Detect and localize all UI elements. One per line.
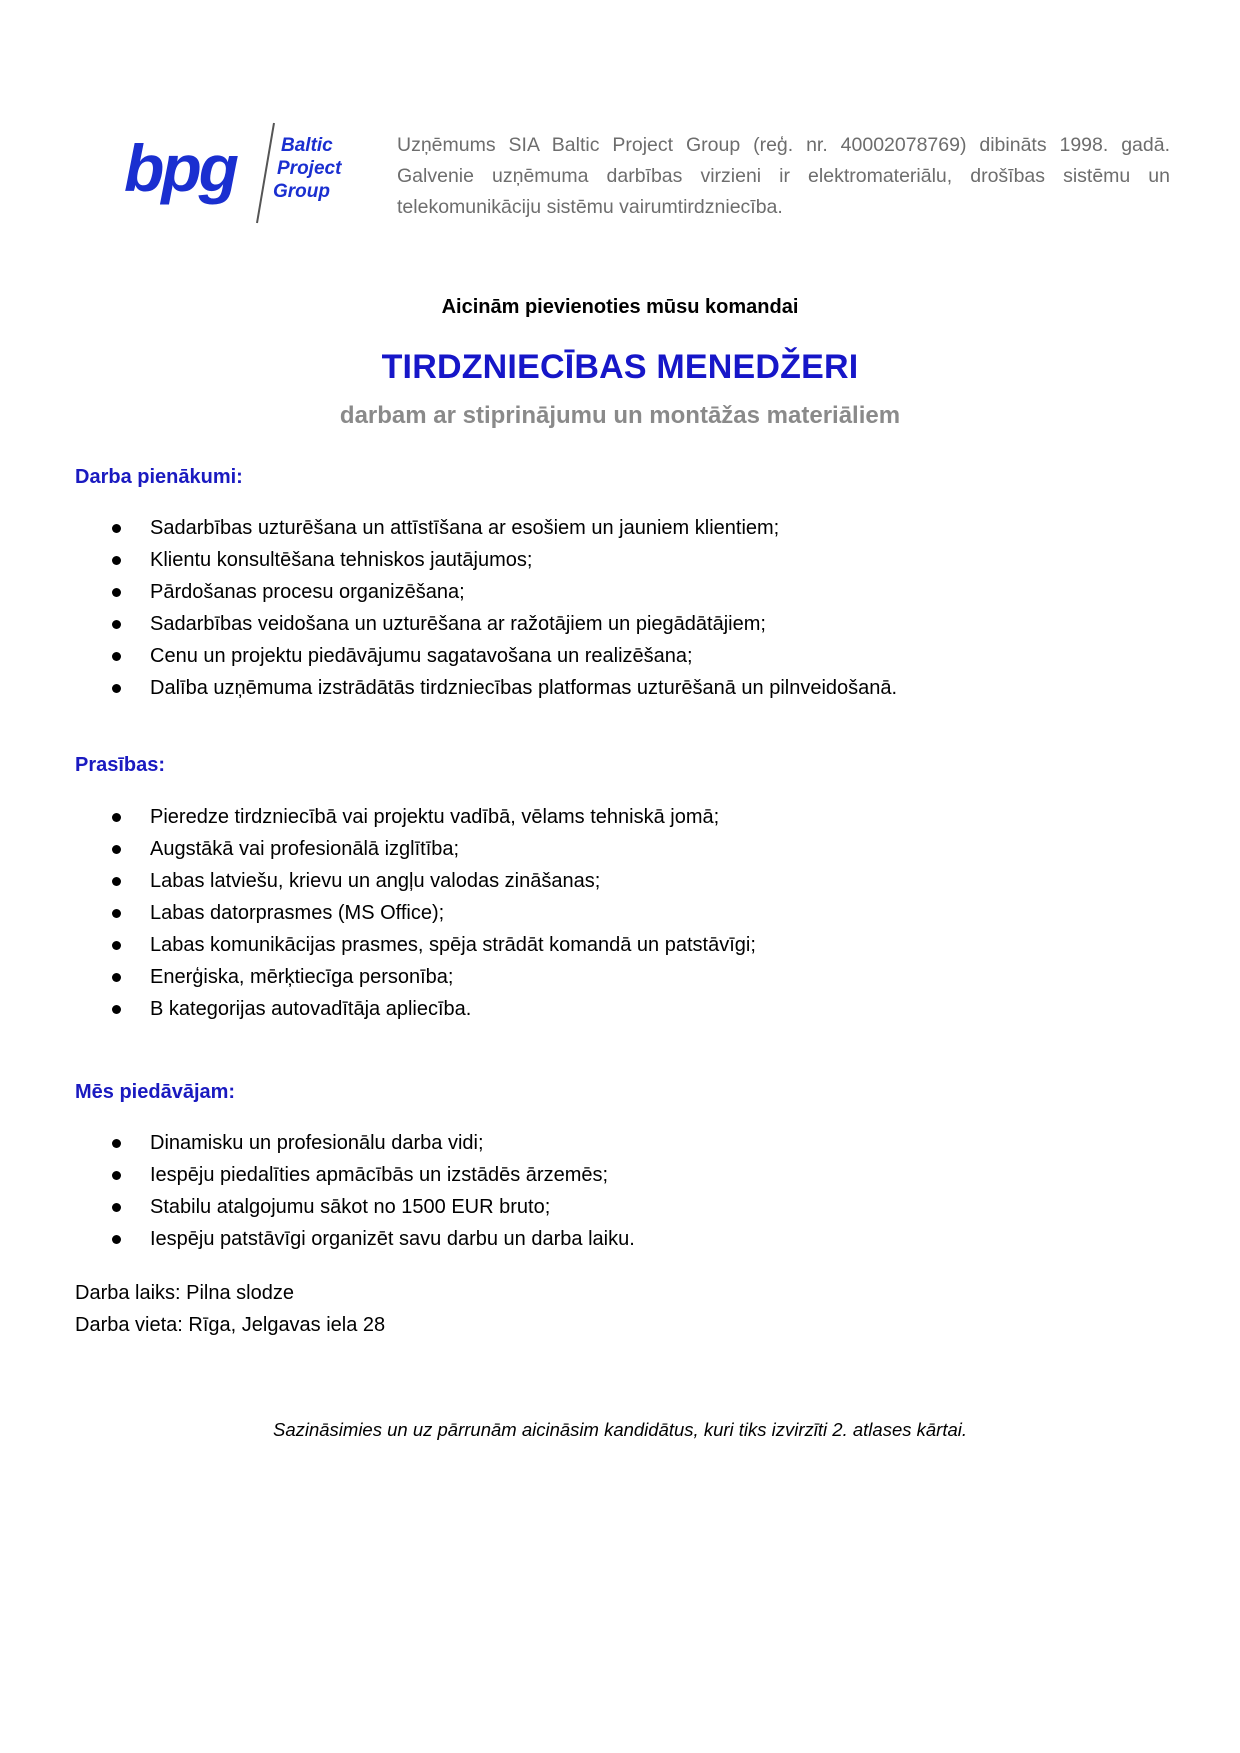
logo-word-baltic: Baltic xyxy=(281,135,333,156)
bullet-icon xyxy=(112,556,121,565)
work-place: Darba vieta: Rīga, Jelgavas iela 28 xyxy=(75,1314,386,1336)
list-item: Sadarbības uzturēšana un attīstīšana ar esošiem un jauniem klientiem; xyxy=(0,512,897,544)
bullet-icon xyxy=(112,1139,121,1148)
bullet-icon xyxy=(112,909,121,918)
requirements-heading: Prasības: xyxy=(75,754,166,776)
list-item: Klientu konsultēšana tehniskos jautājumos; xyxy=(0,544,897,576)
company-logo xyxy=(122,121,362,231)
list-item: Iespēju piedalīties apmācībās un izstādēs ārzemēs; xyxy=(0,1159,635,1191)
bullet-icon xyxy=(112,620,121,629)
duties-list xyxy=(0,512,897,704)
bullet-icon xyxy=(112,1171,121,1180)
bullet-icon xyxy=(112,941,121,950)
closing-note: Sazināsimies un uz pārrunām aicināsim kandidātus, kuri tiks izvirzīti 2. atlases kārtai. xyxy=(272,1419,968,1440)
bullet-icon xyxy=(112,1203,121,1212)
list-item: Labas datorprasmes (MS Office); xyxy=(0,897,756,929)
list-item: B kategorijas autovadītāja apliecība. xyxy=(0,993,756,1025)
work-time: Darba laiks: Pilna slodze xyxy=(75,1282,294,1304)
duties-heading: Darba pienākumi: xyxy=(75,466,243,488)
offer-heading: Mēs piedāvājam: xyxy=(75,1081,236,1103)
invite-heading: Aicinām pievienoties mūsu komandai xyxy=(441,296,799,318)
logo-divider xyxy=(257,123,274,223)
logo-mark: bpg xyxy=(124,131,236,205)
list-item: Labas komunikācijas prasmes, spēja strādāt komandā un patstāvīgi; xyxy=(0,929,756,961)
bullet-icon xyxy=(112,684,121,693)
bullet-icon xyxy=(112,845,121,854)
list-item: Dinamisku un profesionālu darba vidi; xyxy=(0,1127,635,1159)
list-item: Labas latviešu, krievu un angļu valodas zināšanas; xyxy=(0,865,756,897)
list-item: Augstākā vai profesionālā izglītība; xyxy=(0,833,756,865)
list-item: Dalība uzņēmuma izstrādātās tirdzniecības platformas uzturēšanā un pilnveidošanā. xyxy=(0,672,897,704)
bullet-icon xyxy=(112,973,121,982)
logo-word-group: Group xyxy=(273,181,330,202)
logo-word-project: Project xyxy=(277,158,342,179)
bullet-icon xyxy=(112,877,121,886)
bpg-logo-icon xyxy=(122,121,362,231)
list-item: Enerģiska, mērķtiecīga personība; xyxy=(0,961,756,993)
list-item: Stabilu atalgojumu sākot no 1500 EUR bruto; xyxy=(0,1191,635,1223)
list-item: Pārdošanas procesu organizēšana; xyxy=(0,576,897,608)
job-subtitle: darbam ar stiprinājumu un montāžas materiāliem xyxy=(339,402,901,429)
company-intro: Uzņēmums SIA Baltic Project Group (reģ. nr. 40002078769) dibināts 1998. gadā. Galvenie uzņēmuma darbības virzieni ir elektromateriālu, drošības sistēmu un telekomunikāciju sistēmu vairumtirdzniecība. xyxy=(397,134,1170,218)
bullet-icon xyxy=(112,813,121,822)
job-title: TIRDZNIECĪBAS MENEDŽERI xyxy=(381,348,859,386)
offer-list xyxy=(0,1127,635,1255)
bullet-icon xyxy=(112,588,121,597)
list-item: Pieredze tirdzniecībā vai projektu vadībā, vēlams tehniskā jomā; xyxy=(0,801,756,833)
list-item: Iespēju patstāvīgi organizēt savu darbu un darba laiku. xyxy=(0,1223,635,1255)
bullet-icon xyxy=(112,1235,121,1244)
bullet-icon xyxy=(112,524,121,533)
bullet-icon xyxy=(112,652,121,661)
requirements-list xyxy=(0,801,756,1025)
bullet-icon xyxy=(112,1005,121,1014)
list-item: Cenu un projektu piedāvājumu sagatavošana un realizēšana; xyxy=(0,640,897,672)
list-item: Sadarbības veidošana un uzturēšana ar ražotājiem un piegādātājiem; xyxy=(0,608,897,640)
